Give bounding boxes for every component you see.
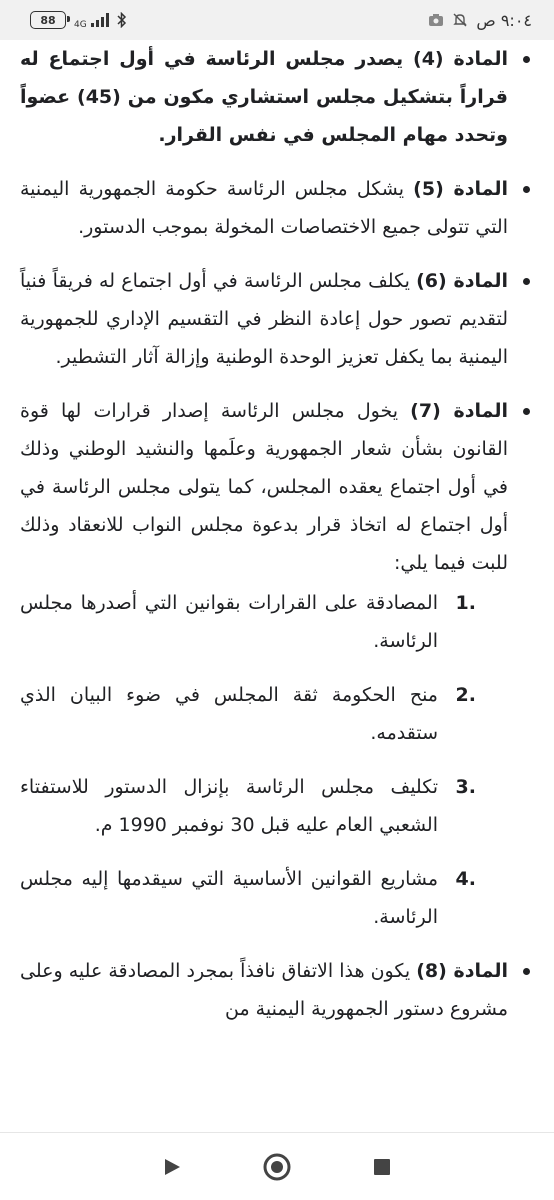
- list-item: [20, 584, 508, 660]
- article-7: [20, 392, 532, 936]
- clock: ٩:٠٤ ص: [476, 10, 532, 30]
- article-content: [0, 40, 554, 1132]
- home-icon: [262, 1152, 292, 1182]
- article-list: [20, 40, 532, 1028]
- list-item: [20, 768, 508, 844]
- article-text: يكون هذا الاتفاق نافذاً بمجرد المصادقة عليه وعلى مشروع دستور الجمهورية اليمنية من: [20, 960, 508, 1020]
- item-text: منح الحكومة ثقة المجلس في ضوء البيان الذي ستقدمه.: [20, 684, 438, 744]
- article-heading: المادة (5): [413, 178, 508, 200]
- article-heading: المادة (7): [410, 400, 508, 422]
- network-type: 4G: [74, 19, 87, 30]
- article-6: [20, 262, 532, 376]
- article-7-items: [20, 584, 508, 936]
- item-number: 4.: [455, 868, 476, 890]
- status-bar: [0, 0, 554, 40]
- back-button[interactable]: [152, 1147, 192, 1187]
- article-heading: المادة (4): [413, 48, 508, 70]
- mute-icon: [452, 12, 468, 28]
- article-8: [20, 952, 532, 1028]
- item-text: المصادقة على القرارات بقوانين التي أصدرها مجلس الرئاسة.: [20, 592, 438, 652]
- bluetooth-icon: [117, 12, 127, 28]
- article-4: [20, 40, 532, 154]
- recents-icon: [373, 1158, 391, 1176]
- camera-icon: [428, 13, 444, 27]
- status-right: [428, 11, 532, 30]
- article-text: يخول مجلس الرئاسة إصدار قرارات لها قوة القانون بشأن شعار الجمهورية وعلَمها والنشيد الوطني وذلك في أول اجتماع يعقده المجلس، كما يتولى مجلس الرئاسة في أول اجتماع له اتخاذ قرار بدعوة مجلس النواب للانعقاد وذلك للبت فيما يلي:: [20, 400, 508, 574]
- home-button[interactable]: [257, 1147, 297, 1187]
- battery-level: 88: [40, 13, 56, 27]
- back-icon: [162, 1157, 182, 1177]
- article-text: يصدر مجلس الرئاسة في أول اجتماع له قراراً بتشكيل مجلس استشاري مكون من (45) عضواً وتحدد مهام المجلس في نفس القرار.: [20, 48, 508, 146]
- list-item: [20, 676, 508, 752]
- navigation-bar: [0, 1132, 554, 1200]
- item-number: 2.: [455, 684, 476, 706]
- status-left: [30, 11, 127, 30]
- item-number: 3.: [455, 776, 476, 798]
- article-text: يكلف مجلس الرئاسة في أول اجتماع له فريقاً فنياً لتقديم تصور حول إعادة النظر في التقسيم الإداري للجمهورية اليمنية بما يكفل تعزيز الوحدة الوطنية وإزالة آثار التشطير.: [20, 270, 508, 368]
- article-text: يشكل مجلس الرئاسة حكومة الجمهورية اليمنية التي تتولى جميع الاختصاصات المخولة بموجب الدستور.: [20, 178, 508, 238]
- item-text: مشاريع القوانين الأساسية التي سيقدمها إليه مجلس الرئاسة.: [20, 868, 438, 928]
- battery-icon: [30, 11, 66, 29]
- list-item: [20, 860, 508, 936]
- article-heading: المادة (8): [416, 960, 508, 982]
- item-text: تكليف مجلس الرئاسة بإنزال الدستور للاستفتاء الشعبي العام عليه قبل 30 نوفمبر 1990 م.: [20, 776, 438, 836]
- recents-button[interactable]: [362, 1147, 402, 1187]
- article-heading: المادة (6): [416, 270, 508, 292]
- item-number: 1.: [455, 592, 476, 614]
- signal-icon: [91, 13, 109, 27]
- article-5: [20, 170, 532, 246]
